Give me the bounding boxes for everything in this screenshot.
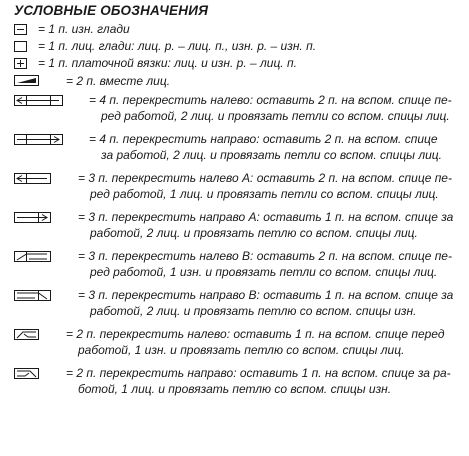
legend-text: = 2 п. перекрестить налево: оставить 1 п. на вспом. спице перед	[66, 327, 445, 341]
legend-text: = 4 п. перекрестить направо: оставить 2 п. на вспом. спице	[89, 132, 438, 146]
legend-text: ботой, 1 лиц. и провязать петлю со вспом. спицы изн.	[78, 381, 392, 396]
cable-3-right-b-icon	[14, 290, 52, 302]
legend-entry-cross-2-right	[0, 365, 469, 404]
legend-entry-cable-3-left-b	[0, 248, 469, 287]
empty-box-icon	[14, 41, 28, 53]
legend-entry-cable-4-right	[0, 131, 469, 170]
legend-entry-cable-3-left-a	[0, 170, 469, 209]
legend-text: ред работой, 1 лиц. и провязать петли со вспом. спицы лиц.	[90, 186, 439, 201]
legend-text: работой, 2 лиц. и провязать петлю со вспом. спицы лиц.	[90, 225, 418, 240]
wedge-two-together-icon	[14, 75, 40, 87]
legend-text: = 4 п. перекрестить налево: оставить 2 п. на вспом. спице пе-	[89, 93, 452, 107]
legend-title: УСЛОВНЫЕ ОБОЗНАЧЕНИЯ	[14, 3, 209, 18]
minus-box-icon	[14, 24, 28, 36]
legend-text: = 1 п. изн. глади	[38, 22, 130, 36]
legend-entry-purl	[0, 22, 469, 39]
legend-entry-cable-3-right-b	[0, 287, 469, 326]
cable-4-right-icon	[14, 134, 64, 146]
legend-text: работой, 2 лиц. и провязать петлю со вспом. спицы изн.	[90, 303, 417, 318]
legend-entry-knit	[0, 39, 469, 56]
cable-4-left-icon	[14, 95, 64, 107]
legend-text: ред работой, 2 лиц. и провязать петли со вспом. спицы лиц.	[101, 108, 450, 123]
plus-box-icon	[14, 58, 28, 70]
cross-2-right-icon	[14, 368, 40, 380]
legend-entry-cross-2-left	[0, 326, 469, 365]
legend-text: ред работой, 1 изн. и провязать петли со вспом. спицы лиц.	[90, 264, 438, 279]
legend-text: за работой, 2 лиц. и провязать петли со вспом. спицы лиц.	[101, 147, 442, 162]
legend-text: = 3 п. перекрестить направо В: оставить 1 п. на вспом. спице за	[78, 288, 454, 302]
legend-text: = 3 п. перекрестить налево А: оставить 2 п. на вспом. спице пе-	[78, 171, 452, 185]
legend-text: = 3 п. перекрестить налево В: оставить 2 п. на вспом. спице пе-	[78, 249, 452, 263]
legend-entry-cable-4-left	[0, 92, 469, 131]
legend-text: = 2 п. вместе лиц.	[66, 74, 171, 88]
legend-entry-cable-3-right-a	[0, 209, 469, 248]
cable-3-right-a-icon	[14, 212, 52, 224]
legend-text: работой, 1 изн. и провязать петлю со вспом. спицы лиц.	[78, 342, 405, 357]
cable-3-left-a-icon	[14, 173, 52, 185]
legend-text: = 3 п. перекрестить направо А: оставить 1 п. на вспом. спице за	[78, 210, 454, 224]
legend-text: = 2 п. перекрестить направо: оставить 1 п. на вспом. спице за ра-	[66, 366, 451, 380]
legend-text: = 1 п. платочной вязки: лиц. и изн. р. – лиц. п.	[38, 56, 297, 70]
legend-entry-k2tog	[0, 73, 469, 92]
legend-entry-garter	[0, 56, 469, 73]
legend-text: = 1 п. лиц. глади: лиц. р. – лиц. п., изн. р. – изн. п.	[38, 39, 317, 53]
cross-2-left-icon	[14, 329, 40, 341]
cable-3-left-b-icon	[14, 251, 52, 263]
